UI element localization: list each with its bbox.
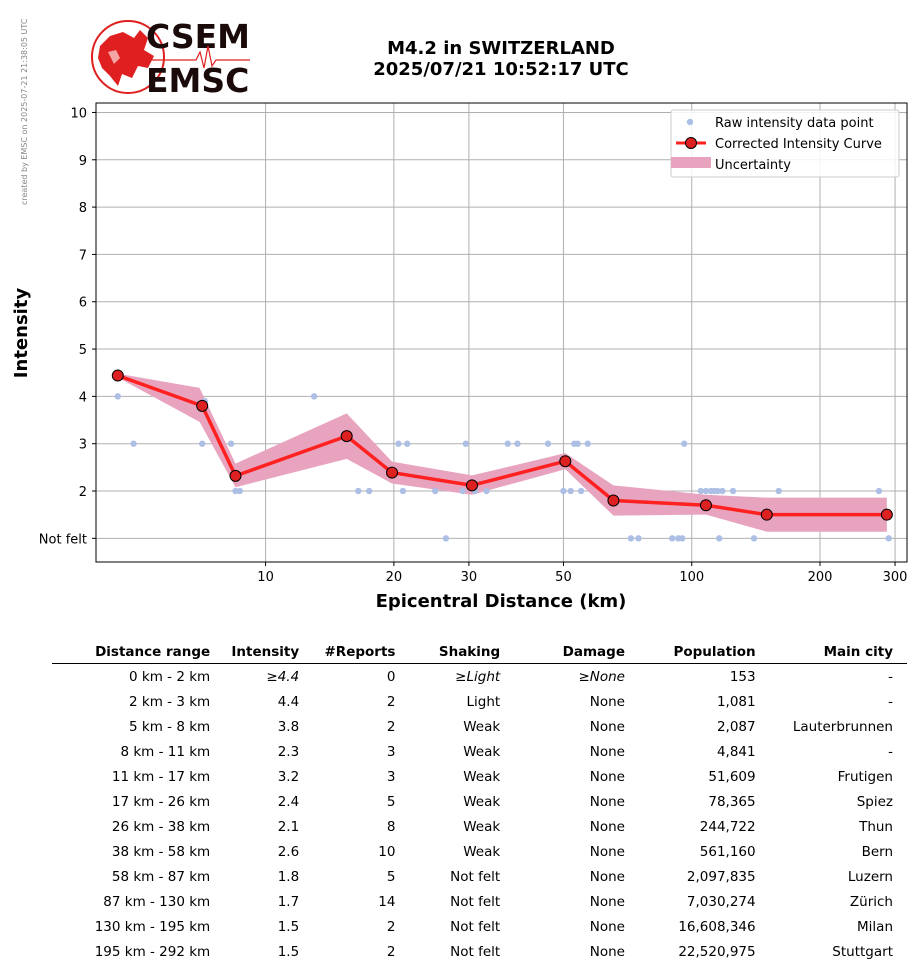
x-tick-label: 30 — [460, 570, 478, 585]
y-axis-label: Intensity — [11, 287, 32, 379]
table-cell-reports: 8 — [386, 818, 396, 835]
table-cell-range: 58 km - 87 km — [111, 868, 211, 885]
table-cell-intensity: 1.8 — [277, 868, 300, 885]
raw-data-point — [568, 488, 574, 494]
raw-data-point — [716, 535, 722, 541]
x-tick-label: 20 — [385, 570, 403, 585]
table-cell-population: 561,160 — [699, 843, 756, 860]
curve-point — [560, 456, 571, 467]
logo-emsc-text: EMSC — [146, 61, 250, 98]
table-cell-intensity: 2.3 — [277, 743, 300, 760]
logo-csem-text: CSEM — [146, 17, 250, 56]
column-header: Shaking — [409, 640, 514, 664]
y-tick-label: 7 — [78, 248, 87, 264]
table-cell-city: Zürich — [849, 893, 893, 910]
table-cell-city: Bern — [861, 843, 893, 860]
table-cell-intensity: ≥4.4 — [266, 668, 300, 685]
table-cell-reports: 0 — [386, 668, 396, 685]
table-row — [52, 689, 907, 714]
raw-data-point — [483, 488, 489, 494]
raw-data-point — [545, 441, 551, 447]
title-event: M4.2 in SWITZERLAND — [387, 38, 615, 59]
uncertainty-band — [118, 374, 887, 532]
creation-note: created by EMSC on 2025-07-21 21:38:05 UTC — [20, 18, 29, 205]
table-cell-city: Stuttgart — [832, 943, 893, 960]
intensity-table — [52, 640, 907, 964]
table-cell-city: - — [888, 743, 893, 760]
table-cell-shaking: Not felt — [450, 868, 501, 885]
raw-data-point — [751, 535, 757, 541]
table-cell-reports: 2 — [386, 918, 396, 935]
table-cell-population: 16,608,346 — [678, 918, 756, 935]
table-cell-city: Frutigen — [837, 768, 893, 785]
raw-data-point — [366, 488, 372, 494]
y-tick-label: 3 — [78, 437, 87, 453]
raw-data-point — [669, 535, 675, 541]
curve-point — [761, 509, 772, 520]
table-cell-shaking: Weak — [463, 743, 501, 760]
table-cell-reports: 3 — [386, 743, 396, 760]
table-header-row — [52, 640, 907, 664]
table-cell-population: 2,087 — [716, 718, 756, 735]
table-body — [52, 664, 907, 965]
table-cell-intensity: 2.6 — [277, 843, 300, 860]
table-cell-population: 51,609 — [708, 768, 756, 785]
table-cell-intensity: 4.4 — [277, 693, 300, 710]
y-tick-label: 4 — [78, 390, 87, 406]
raw-data-point — [432, 488, 438, 494]
table-cell-range: 26 km - 38 km — [111, 818, 211, 835]
raw-data-point — [776, 488, 782, 494]
x-tick-label: 50 — [555, 570, 572, 585]
table-row — [52, 839, 907, 864]
column-header: #Reports — [313, 640, 409, 664]
legend-raw-marker — [687, 119, 693, 125]
table-cell-shaking: Weak — [463, 818, 501, 835]
table-cell-reports: 5 — [386, 868, 396, 885]
table-cell-range: 11 km - 17 km — [111, 768, 211, 785]
raw-data-point — [560, 488, 566, 494]
raw-data-point — [719, 488, 725, 494]
table-cell-city: Luzern — [847, 868, 893, 885]
table-cell-city: Milan — [857, 918, 893, 935]
table-cell-city: Lauterbrunnen — [792, 718, 893, 735]
legend-uncertainty-swatch — [671, 157, 711, 168]
table-cell-shaking: Not felt — [450, 918, 501, 935]
x-ticks — [257, 562, 907, 585]
x-tick-label: 200 — [807, 570, 833, 585]
table-cell-city: - — [888, 693, 893, 710]
legend-raw-label: Raw intensity data point — [715, 116, 874, 131]
table-cell-reports: 5 — [386, 793, 396, 810]
table-cell-intensity: 1.5 — [277, 918, 300, 935]
curve-point — [608, 495, 619, 506]
table-cell-shaking: Weak — [463, 718, 501, 735]
raw-data-point — [463, 441, 469, 447]
table-row — [52, 914, 907, 939]
table-cell-shaking: ≥Light — [455, 668, 501, 685]
curve-point — [466, 480, 477, 491]
curve-point — [881, 509, 892, 520]
legend-curve-label: Corrected Intensity Curve — [715, 137, 882, 152]
table-cell-shaking: Weak — [463, 843, 501, 860]
table-cell-damage: None — [589, 793, 625, 810]
table-cell-reports: 14 — [378, 893, 396, 910]
column-header: Population — [639, 640, 770, 664]
table-cell-damage: ≥None — [578, 668, 625, 685]
intensity-table-container — [52, 640, 907, 964]
table-row — [52, 864, 907, 889]
table-cell-damage: None — [589, 943, 625, 960]
table-cell-shaking: Weak — [463, 768, 501, 785]
raw-data-point — [400, 488, 406, 494]
table-cell-range: 130 km - 195 km — [94, 918, 211, 935]
table-cell-damage: None — [589, 693, 625, 710]
table-cell-range: 5 km - 8 km — [129, 718, 211, 735]
table-row — [52, 664, 907, 690]
table-cell-damage: None — [589, 843, 625, 860]
raw-data-point — [578, 488, 584, 494]
table-cell-population: 7,030,274 — [686, 893, 756, 910]
raw-data-point — [311, 393, 317, 399]
table-cell-population: 4,841 — [716, 743, 756, 760]
y-tick-label: 2 — [78, 485, 87, 501]
table-cell-damage: None — [589, 743, 625, 760]
table-cell-population: 153 — [729, 668, 756, 685]
table-row — [52, 814, 907, 839]
table-cell-damage: None — [589, 918, 625, 935]
raw-data-point — [443, 535, 449, 541]
curve-point — [700, 500, 711, 511]
y-tick-label: 5 — [78, 343, 87, 359]
raw-data-point — [679, 535, 685, 541]
raw-data-point — [355, 488, 361, 494]
y-ticks — [39, 106, 96, 547]
raw-data-point — [459, 488, 465, 494]
table-row — [52, 789, 907, 814]
raw-data-point — [130, 441, 136, 447]
curve-point — [387, 467, 398, 478]
table-cell-intensity: 2.4 — [277, 793, 300, 810]
table-cell-damage: None — [589, 768, 625, 785]
table-cell-shaking: Light — [466, 693, 501, 710]
title-datetime: 2025/07/21 10:52:17 UTC — [373, 59, 629, 80]
curve-point — [230, 470, 241, 481]
x-tick-label: 10 — [257, 570, 274, 585]
column-header: Main city — [770, 640, 907, 664]
raw-data-point — [505, 441, 511, 447]
table-cell-intensity: 3.8 — [277, 718, 300, 735]
raw-data-point — [681, 441, 687, 447]
curve-point — [112, 370, 123, 381]
raw-data-point — [730, 488, 736, 494]
table-cell-shaking: Not felt — [450, 943, 501, 960]
legend-curve-marker — [686, 138, 697, 149]
y-tick-label: 8 — [78, 201, 87, 217]
table-cell-shaking: Weak — [463, 793, 501, 810]
table-cell-reports: 10 — [378, 843, 396, 860]
table-cell-reports: 2 — [386, 943, 396, 960]
table-cell-intensity: 2.1 — [277, 818, 300, 835]
y-tick-label: 6 — [78, 295, 87, 311]
table-cell-damage: None — [589, 868, 625, 885]
table-cell-damage: None — [589, 818, 625, 835]
raw-data-point — [584, 441, 590, 447]
y-tick-label: 10 — [70, 106, 87, 122]
table-cell-reports: 2 — [386, 693, 396, 710]
table-cell-range: 195 km - 292 km — [94, 943, 211, 960]
y-tick-label: 9 — [78, 153, 87, 169]
raw-data-point — [628, 535, 634, 541]
x-axis-label: Epicentral Distance (km) — [375, 591, 627, 612]
table-cell-shaking: Not felt — [450, 893, 501, 910]
x-tick-label: 300 — [882, 570, 908, 585]
table-cell-city: - — [888, 668, 893, 685]
table-cell-range: 2 km - 3 km — [129, 693, 211, 710]
raw-data-point — [876, 488, 882, 494]
raw-data-point — [404, 441, 410, 447]
legend — [671, 110, 899, 177]
table-cell-range: 0 km - 2 km — [129, 668, 211, 685]
table-cell-intensity: 1.5 — [277, 943, 300, 960]
curve-point — [341, 431, 352, 442]
table-row — [52, 939, 907, 964]
raw-data-point — [635, 535, 641, 541]
curve-point — [197, 400, 208, 411]
raw-data-point — [395, 441, 401, 447]
table-row — [52, 739, 907, 764]
raw-data-point — [886, 535, 892, 541]
table-cell-damage: None — [589, 718, 625, 735]
table-cell-range: 87 km - 130 km — [103, 893, 211, 910]
table-cell-intensity: 1.7 — [277, 893, 300, 910]
table-cell-population: 22,520,975 — [678, 943, 756, 960]
table-cell-intensity: 3.2 — [277, 768, 300, 785]
table-cell-reports: 3 — [386, 768, 396, 785]
raw-data-point — [237, 488, 243, 494]
table-cell-city: Spiez — [856, 793, 893, 810]
table-cell-population: 1,081 — [716, 693, 756, 710]
column-header: Distance range — [52, 640, 224, 664]
table-cell-population: 2,097,835 — [686, 868, 756, 885]
table-row — [52, 714, 907, 739]
table-cell-range: 38 km - 58 km — [111, 843, 211, 860]
raw-data-point — [514, 441, 520, 447]
table-cell-population: 244,722 — [699, 818, 756, 835]
legend-uncertainty-label: Uncertainty — [715, 158, 791, 173]
column-header: Damage — [514, 640, 639, 664]
raw-data-point — [574, 441, 580, 447]
column-header: Intensity — [224, 640, 313, 664]
x-tick-label: 100 — [679, 570, 705, 585]
table-row — [52, 889, 907, 914]
table-cell-range: 8 km - 11 km — [120, 743, 211, 760]
raw-data-point — [228, 441, 234, 447]
table-row — [52, 764, 907, 789]
table-cell-population: 78,365 — [708, 793, 756, 810]
table-cell-range: 17 km - 26 km — [111, 793, 211, 810]
table-cell-damage: None — [589, 893, 625, 910]
table-cell-city: Thun — [859, 818, 893, 835]
y-tick-label: Not felt — [38, 532, 87, 548]
table-cell-reports: 2 — [386, 718, 396, 735]
raw-data-point — [115, 393, 121, 399]
raw-data-point — [199, 441, 205, 447]
